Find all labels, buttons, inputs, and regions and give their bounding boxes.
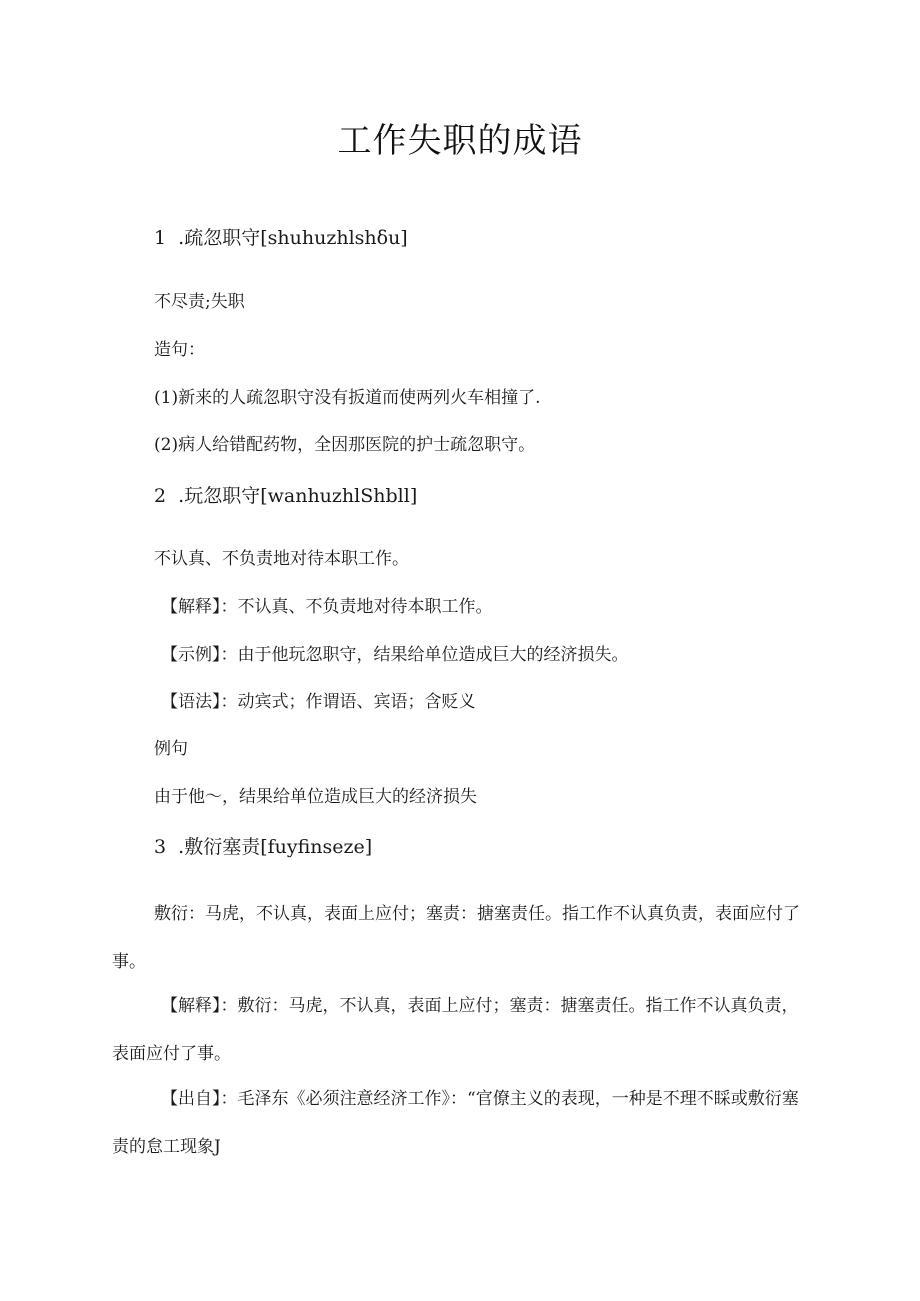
section-2-definition: 不认真、不负责地对待本职工作。 bbox=[154, 549, 409, 569]
section-1-definition: 不尽责;失职 bbox=[154, 292, 245, 312]
section-2-heading: 2 .玩忽职守[wanhuzhlShbll] bbox=[154, 485, 418, 507]
section-2-explanation: 【解释】：不认真、不负责地对待本职工作。 bbox=[161, 597, 493, 617]
section-1-example-1: (1)新来的人疏忽职守没有扳道而使两列火车相撞了. bbox=[154, 388, 541, 408]
section-1-example-2: (2)病人给错配药物，全因那医院的护士疏忽职守。 bbox=[154, 435, 536, 455]
section-2-sentence: 由于他～，结果给单位造成巨大的经济损失 bbox=[154, 787, 477, 807]
section-3-definition: 敷衍：马虎，不认真，表面上应付；塞责：搪塞责任。指工作不认真负责，表面应付了事。 bbox=[112, 904, 800, 972]
section-3-explanation: 【解释】：敷衍：马虎，不认真，表面上应付；塞责：搪塞责任。指工作不认真负责，表面应付了事。 bbox=[112, 996, 799, 1064]
section-3-heading: 3 .敷衍塞责[fuyfinseze] bbox=[154, 836, 373, 858]
section-3-source: 【出自】：毛泽东《必须注意经济工作》：“官僚主义的表现，一种是不理不睬或敷衍塞责的怠工现象J bbox=[112, 1089, 799, 1157]
section-2-grammar: 【语法】：动宾式；作谓语、宾语；含贬义 bbox=[161, 692, 476, 712]
section-2-sentence-label: 例句 bbox=[154, 739, 188, 759]
document-title: 工作失职的成语 bbox=[337, 121, 583, 161]
section-1-heading: 1 .疏忽职守[shuhuzhlshδu] bbox=[154, 227, 408, 249]
section-1-example-label: 造句： bbox=[154, 340, 205, 360]
section-2-sample: 【示例】：由于他玩忽职守，结果给单位造成巨大的经济损失。 bbox=[161, 645, 629, 665]
